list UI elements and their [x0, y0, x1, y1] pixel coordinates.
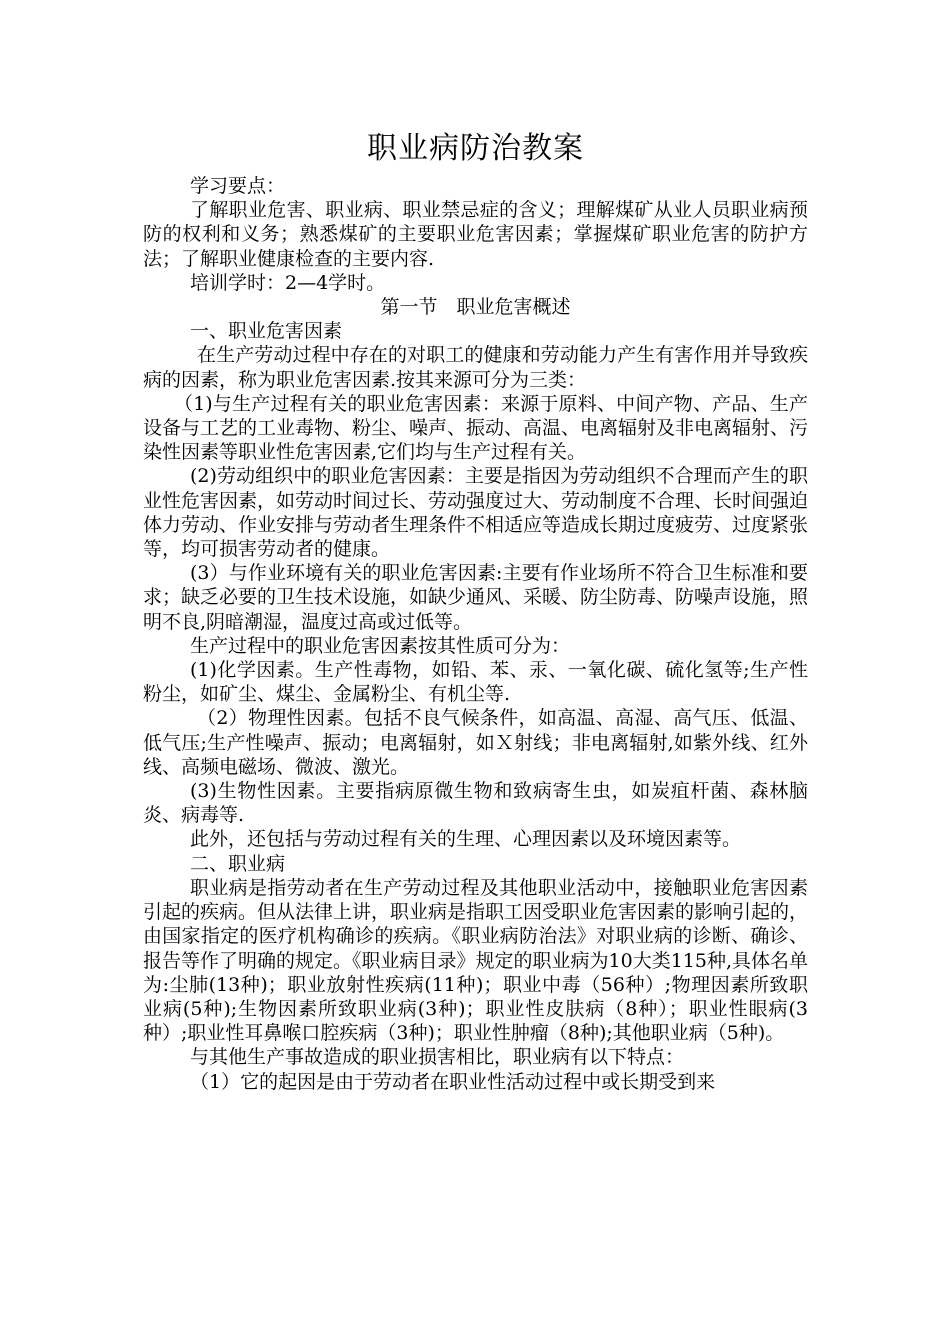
- paragraph: 了解职业危害、职业病、职业禁忌症的含义；理解煤矿从业人员职业病预防的权利和义务；熟悉煤矿的主要职业危害因素；掌握煤矿职业危害的防护方法；了解职业健康检查的主要内容.: [143, 199, 808, 270]
- paragraph: 培训学时：2—4学时。: [190, 271, 386, 294]
- paragraph: (3）与作业环境有关的职业危害因素:主要有作业场所不符合卫生标准和要求；缺乏必要的卫生技术设施，如缺少通风、采暖、防尘防毒、防噪声设施，照明不良,阴暗潮湿，温度过高或过低等。: [143, 562, 809, 633]
- paragraph: 生产过程中的职业危害因素按其性质可分为：: [190, 634, 571, 657]
- paragraph: 一、职业危害因素: [190, 320, 343, 343]
- paragraph: （2）物理性因素。包括不良气候条件，如高温、高湿、高气压、低温、低气压;生产性噪声、振动；电离辐射，如Ｘ射线；非电离辐射,如紫外线、红外线、高频电磁场、微波、激光。: [143, 707, 808, 778]
- paragraph: 此外，还包括与劳动过程有关的生理、心理因素以及环境因素等。: [190, 828, 742, 851]
- paragraph: 在生产劳动过程中存在的对职工的健康和劳动能力产生有害作用并导致疾病的因素，称为职业危害因素.按其来源可分为三类：: [143, 344, 808, 391]
- paragraph: 学习要点：: [190, 175, 286, 197]
- paragraph: （1)与生产过程有关的职业危害因素：来源于原料、中间产物、产品、生产设备与工艺的工业毒物、粉尘、噪声、振动、高温、电离辐射及非电离辐射、污染性因素等职业性危害因素,它们均与生产过程有关。: [143, 392, 809, 464]
- paragraph: (2)劳动组织中的职业危害因素：主要是指因为劳动组织不合理而产生的职业性危害因素，如劳动时间过长、劳动强度过大、劳动制度不合理、长时间强迫体力劳动、作业安排与劳动者生理条件不相适应等造成长期过度疲劳、过度紧张等，均可损害劳动者的健康。: [143, 465, 809, 561]
- document-body: [143, 174, 808, 1094]
- paragraph: 职业病是指劳动者在生产劳动过程及其他职业活动中，接触职业危害因素引起的疾病。但从法律上讲，职业病是指职工因受职业危害因素的影响引起的，由国家指定的医疗机构确诊的疾病。《职业病防治法》对职业病的诊断、确诊、报告等作了明确的规定。《职业病目录》规定的职业病为10大类115种,具体名单为:尘肺(13种)；职业放射性疾病(11种)；职业中毒（56种）;物理因素所致职业病(5种);生物因素所致职业病(3种)；职业性皮肤病（8种）；职业性眼病(3种）;职业性耳鼻喉口腔疾病（3种)；职业性肿瘤（8种);其他职业病（5种)。: [143, 876, 809, 1045]
- paragraph: （1）它的起因是由于劳动者在职业性活动过程中或长期受到来: [190, 1070, 716, 1093]
- section-heading: 第一节 职业危害概述: [380, 296, 571, 319]
- paragraph: 与其他生产事故造成的职业损害相比，职业病有以下特点：: [190, 1046, 685, 1069]
- document-page: [143, 128, 808, 1094]
- paragraph: 二、职业病: [190, 852, 286, 875]
- document-title: 职业病防治教案: [367, 131, 584, 166]
- paragraph: (1)化学因素。生产性毒物，如铅、苯、汞、一氧化碳、硫化氢等;生产性粉尘，如矿尘、煤尘、金属粉尘、有机尘等.: [143, 659, 808, 706]
- paragraph: (3)生物性因素。主要指病原微生物和致病寄生虫，如炭疽杆菌、森林脑炎、病毒等.: [143, 780, 808, 827]
